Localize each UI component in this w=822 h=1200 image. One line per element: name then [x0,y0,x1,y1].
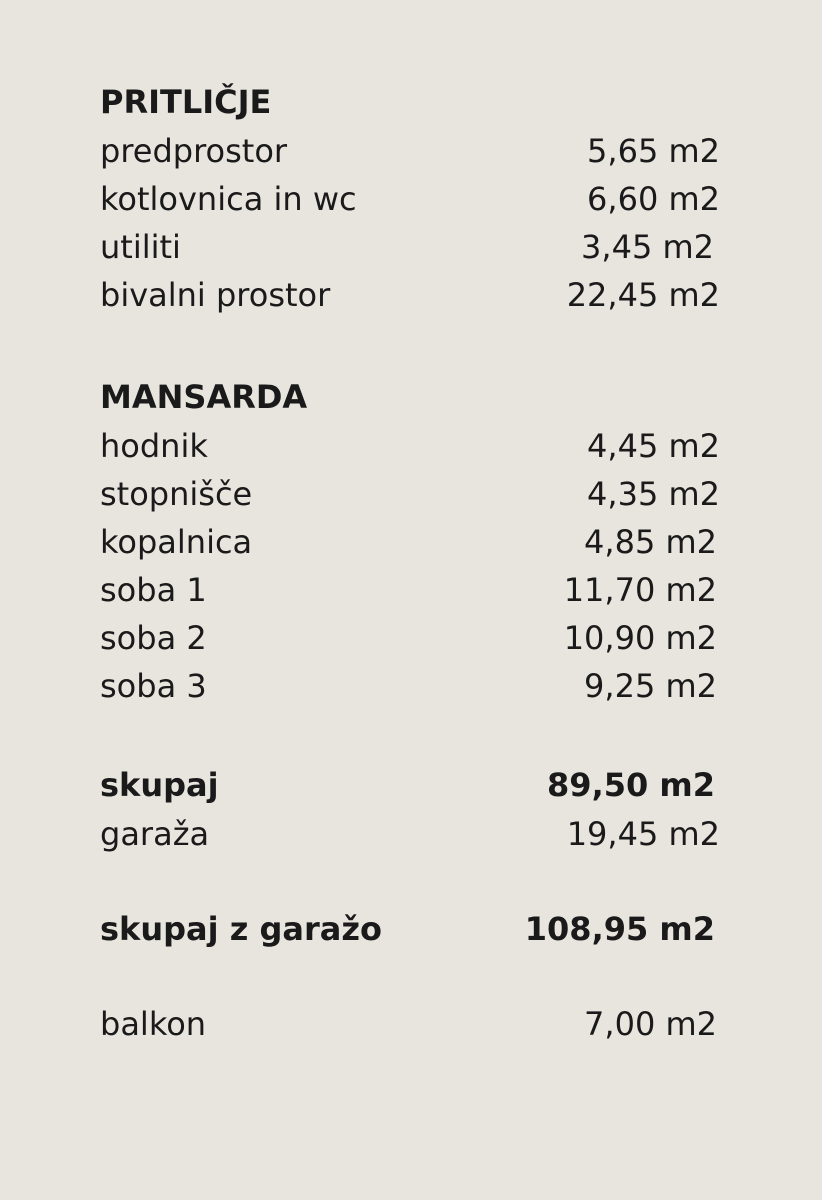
total-area: 89,50 m2 [547,766,715,804]
table-row [100,227,720,267]
room-area: 6,60 m2 [587,180,720,218]
table-row [100,814,720,854]
room-area: 5,65 m2 [587,132,720,170]
room-area: 4,35 m2 [587,475,720,513]
table-row [100,426,720,466]
room-area: 10,90 m2 [563,619,717,657]
balcony-area: 7,00 m2 [584,1005,717,1043]
table-row [100,474,720,514]
room-area: 4,85 m2 [584,523,717,561]
total-with-garage-label: skupaj z garažo [100,910,382,948]
table-row [100,179,720,219]
room-area: 4,45 m2 [587,427,720,465]
total-row [100,765,720,805]
table-row [100,618,720,658]
total-with-garage-area: 108,95 m2 [524,910,715,948]
room-label: utiliti [100,228,181,266]
room-area: 11,70 m2 [563,571,717,609]
room-label: soba 1 [100,571,207,609]
table-row [100,275,720,315]
room-label: kotlovnica in wc [100,180,357,218]
room-label: hodnik [100,427,208,465]
room-label: predprostor [100,132,288,170]
room-area: 9,25 m2 [584,667,717,705]
room-label: bivalni prostor [100,276,331,314]
room-area: 3,45 m2 [581,228,714,266]
balcony-label: balkon [100,1005,207,1043]
garage-area: 19,45 m2 [566,815,720,853]
room-label: stopnišče [100,475,253,513]
section-title-mansarda: MANSARDA [100,378,308,416]
table-row [100,666,720,706]
section-title-pritlicje: PRITLIČJE [100,83,272,121]
room-label: soba 2 [100,619,207,657]
room-label: kopalnica [100,523,253,561]
room-label: soba 3 [100,667,207,705]
room-area: 22,45 m2 [566,276,720,314]
garage-label: garaža [100,815,210,853]
table-row [100,570,720,610]
table-row [100,1004,720,1044]
table-row [100,131,720,171]
table-row [100,522,720,562]
total-with-garage-row [100,909,720,949]
total-label: skupaj [100,766,219,804]
